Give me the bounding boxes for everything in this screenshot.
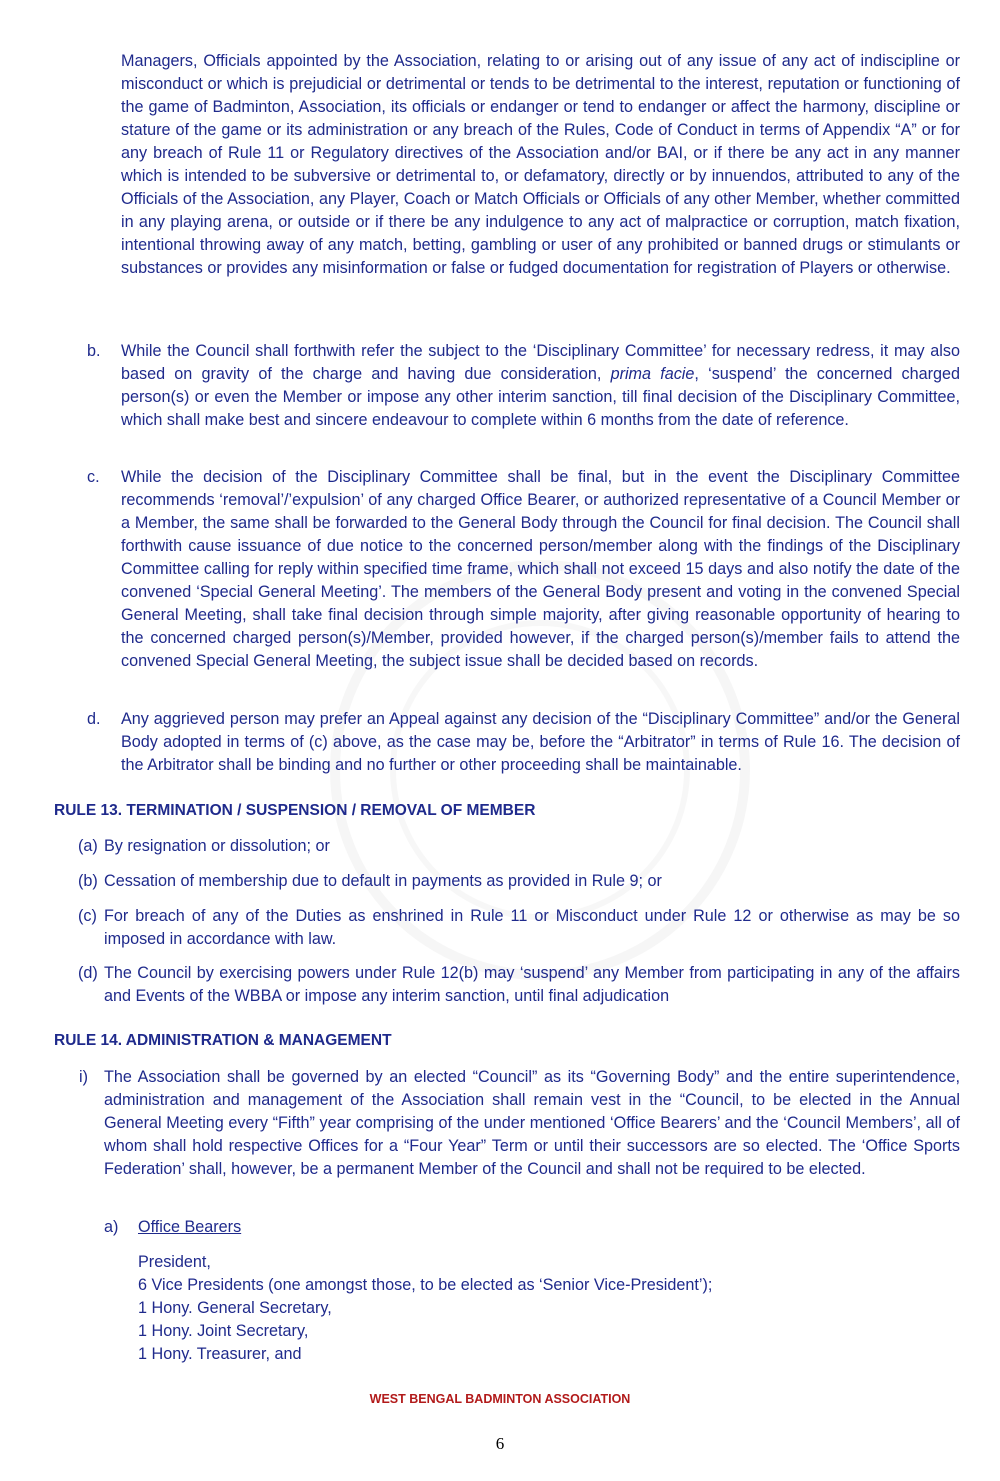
rule13-heading: RULE 13. TERMINATION / SUSPENSION / REMOVAL OF MEMBER	[54, 802, 536, 819]
item-marker-b: b.	[87, 342, 101, 360]
rule14-marker-i: i)	[79, 1068, 88, 1086]
item-marker-c: c.	[87, 468, 100, 486]
office-bearer-treasurer: 1 Hony. Treasurer, and	[138, 1345, 302, 1363]
rule13-marker-c: (c)	[78, 907, 97, 925]
office-bearer-vice-presidents: 6 Vice Presidents (one amongst those, to be elected as ‘Senior Vice-President’);	[138, 1276, 713, 1294]
rule13-marker-d: (d)	[78, 964, 98, 982]
office-bearers-list	[138, 1251, 918, 1366]
item-marker-d: d.	[87, 710, 101, 728]
rule12-item-b-text-2: , ‘suspend’ the concerned charged person(s) or even the Member or impose any other interim sanction, till final decision of the Disciplinary Committee, which shall make best and sincere endeavour to complete within 6 months from the date of reference.	[121, 365, 961, 429]
rule12-item-b-text-1: While the Council shall forthwith refer the subject to the ‘Disciplinary Committee’ for necessary redress, it may also based on gravity of the charge and having due consideration,	[121, 342, 960, 383]
office-bearer-president: President,	[138, 1253, 211, 1271]
footer-association-name: WEST BENGAL BADMINTON ASSOCIATION	[369, 1392, 631, 1406]
rule12-item-b-italic: prima facie	[610, 365, 695, 383]
rule12-item-b	[121, 340, 960, 432]
office-bearer-joint-secretary: 1 Hony. Joint Secretary,	[138, 1322, 309, 1340]
page-number: 6	[495, 1434, 505, 1453]
rule13-item-d: The Council by exercising powers under Rule 12(b) may ‘suspend’ any Member from participating in any of the affairs and Events of the WBBA or impose any interim sanction, until final adjudication	[104, 964, 960, 1005]
rule14-item-i: The Association shall be governed by an elected “Council” as its “Governing Body” and the entire superintendence, administration and management of the Association shall remain vest in the “Council, to be elected in the Annual General Meeting every “Fifth” year comprising of the under mentioned ‘Office Bearers’ and the ‘Council Members’, all of whom shall hold respective Offices for a “Four Year” Term or until their successors are so elected. The ‘Office Sports Federation’ shall, however, be a permanent Member of the Council and shall not be required to be elected.	[104, 1068, 960, 1178]
office-bearer-general-secretary: 1 Hony. General Secretary,	[138, 1299, 332, 1317]
rule14-sub-a-marker: a)	[104, 1218, 119, 1236]
rule13-item-b: Cessation of membership due to default in payments as provided in Rule 9; or	[104, 872, 662, 890]
office-bearers-label: Office Bearers	[138, 1218, 242, 1236]
rule13-marker-a: (a)	[78, 837, 98, 855]
rule12-item-d: Any aggrieved person may prefer an Appeal against any decision of the “Disciplinary Committee” and/or the General Body adopted in terms of (c) above, as the case may be, before the “Arbitrator” in terms of Rule 16. The decision of the Arbitrator shall be binding and no further or other proceeding shall be maintainable.	[121, 710, 960, 774]
rule13-item-c: For breach of any of the Duties as enshrined in Rule 11 or Misconduct under Rule 12 or otherwise as may be so imposed in accordance with law.	[104, 907, 960, 948]
rule13-marker-b: (b)	[78, 872, 98, 890]
rule14-heading: RULE 14. ADMINISTRATION & MANAGEMENT	[54, 1032, 392, 1049]
rule12-para-a-continuation: Managers, Officials appointed by the Association, relating to or arising out of any issue of any act of indiscipline or misconduct or which is prejudicial or detrimental or tends to be detrimental to the interest, reputation or functioning of the game of Badminton, Association, its officials or endanger or tend to endanger or affect the harmony, discipline or stature of the game or its administration or any breach of the Rules, Code of Conduct in terms of Appendix “A” or for any breach of Rule 11 or Regulatory directives of the Association and/or BAI, or if there be any act in any manner which is intended to be subversive or detrimental to, or defamatory, directly or by innuendos, attributed to any of the Officials of the Association, any Player, Coach or Match Officials or Officials of any other Member, whether committed in any playing arena, or outside or if there be any indulgence to any act of malpractice or corruption, match fixation, intentional throwing away of any match, betting, gambling or user of any prohibited or banned drugs or stimulants or substances or provides any misinformation or false or fudged documentation for registration of Players or otherwise.	[121, 52, 960, 277]
rule12-item-c: While the decision of the Disciplinary Committee shall be final, but in the event the Disciplinary Committee recommends ‘removal’/’expulsion’ of any charged Office Bearer, or authorized representative of a Council Member or a Member, the same shall be forwarded to the General Body through the Council for final decision. The Council shall forthwith cause issuance of due notice to the concerned person/member along with the findings of the Disciplinary Committee calling for reply within specified time frame, which shall not exceed 15 days and also notify the date of the convened ‘Special General Meeting’. The members of the General Body present and voting in the convened Special General Meeting, shall take final decision through simple majority, after giving reasonable opportunity of hearing to the concerned charged person(s)/Member, provided however, if the charged person(s)/member fails to attend the convened Special General Meeting, the subject issue shall be decided based on records.	[121, 468, 960, 670]
rule13-item-a: By resignation or dissolution; or	[104, 837, 330, 855]
